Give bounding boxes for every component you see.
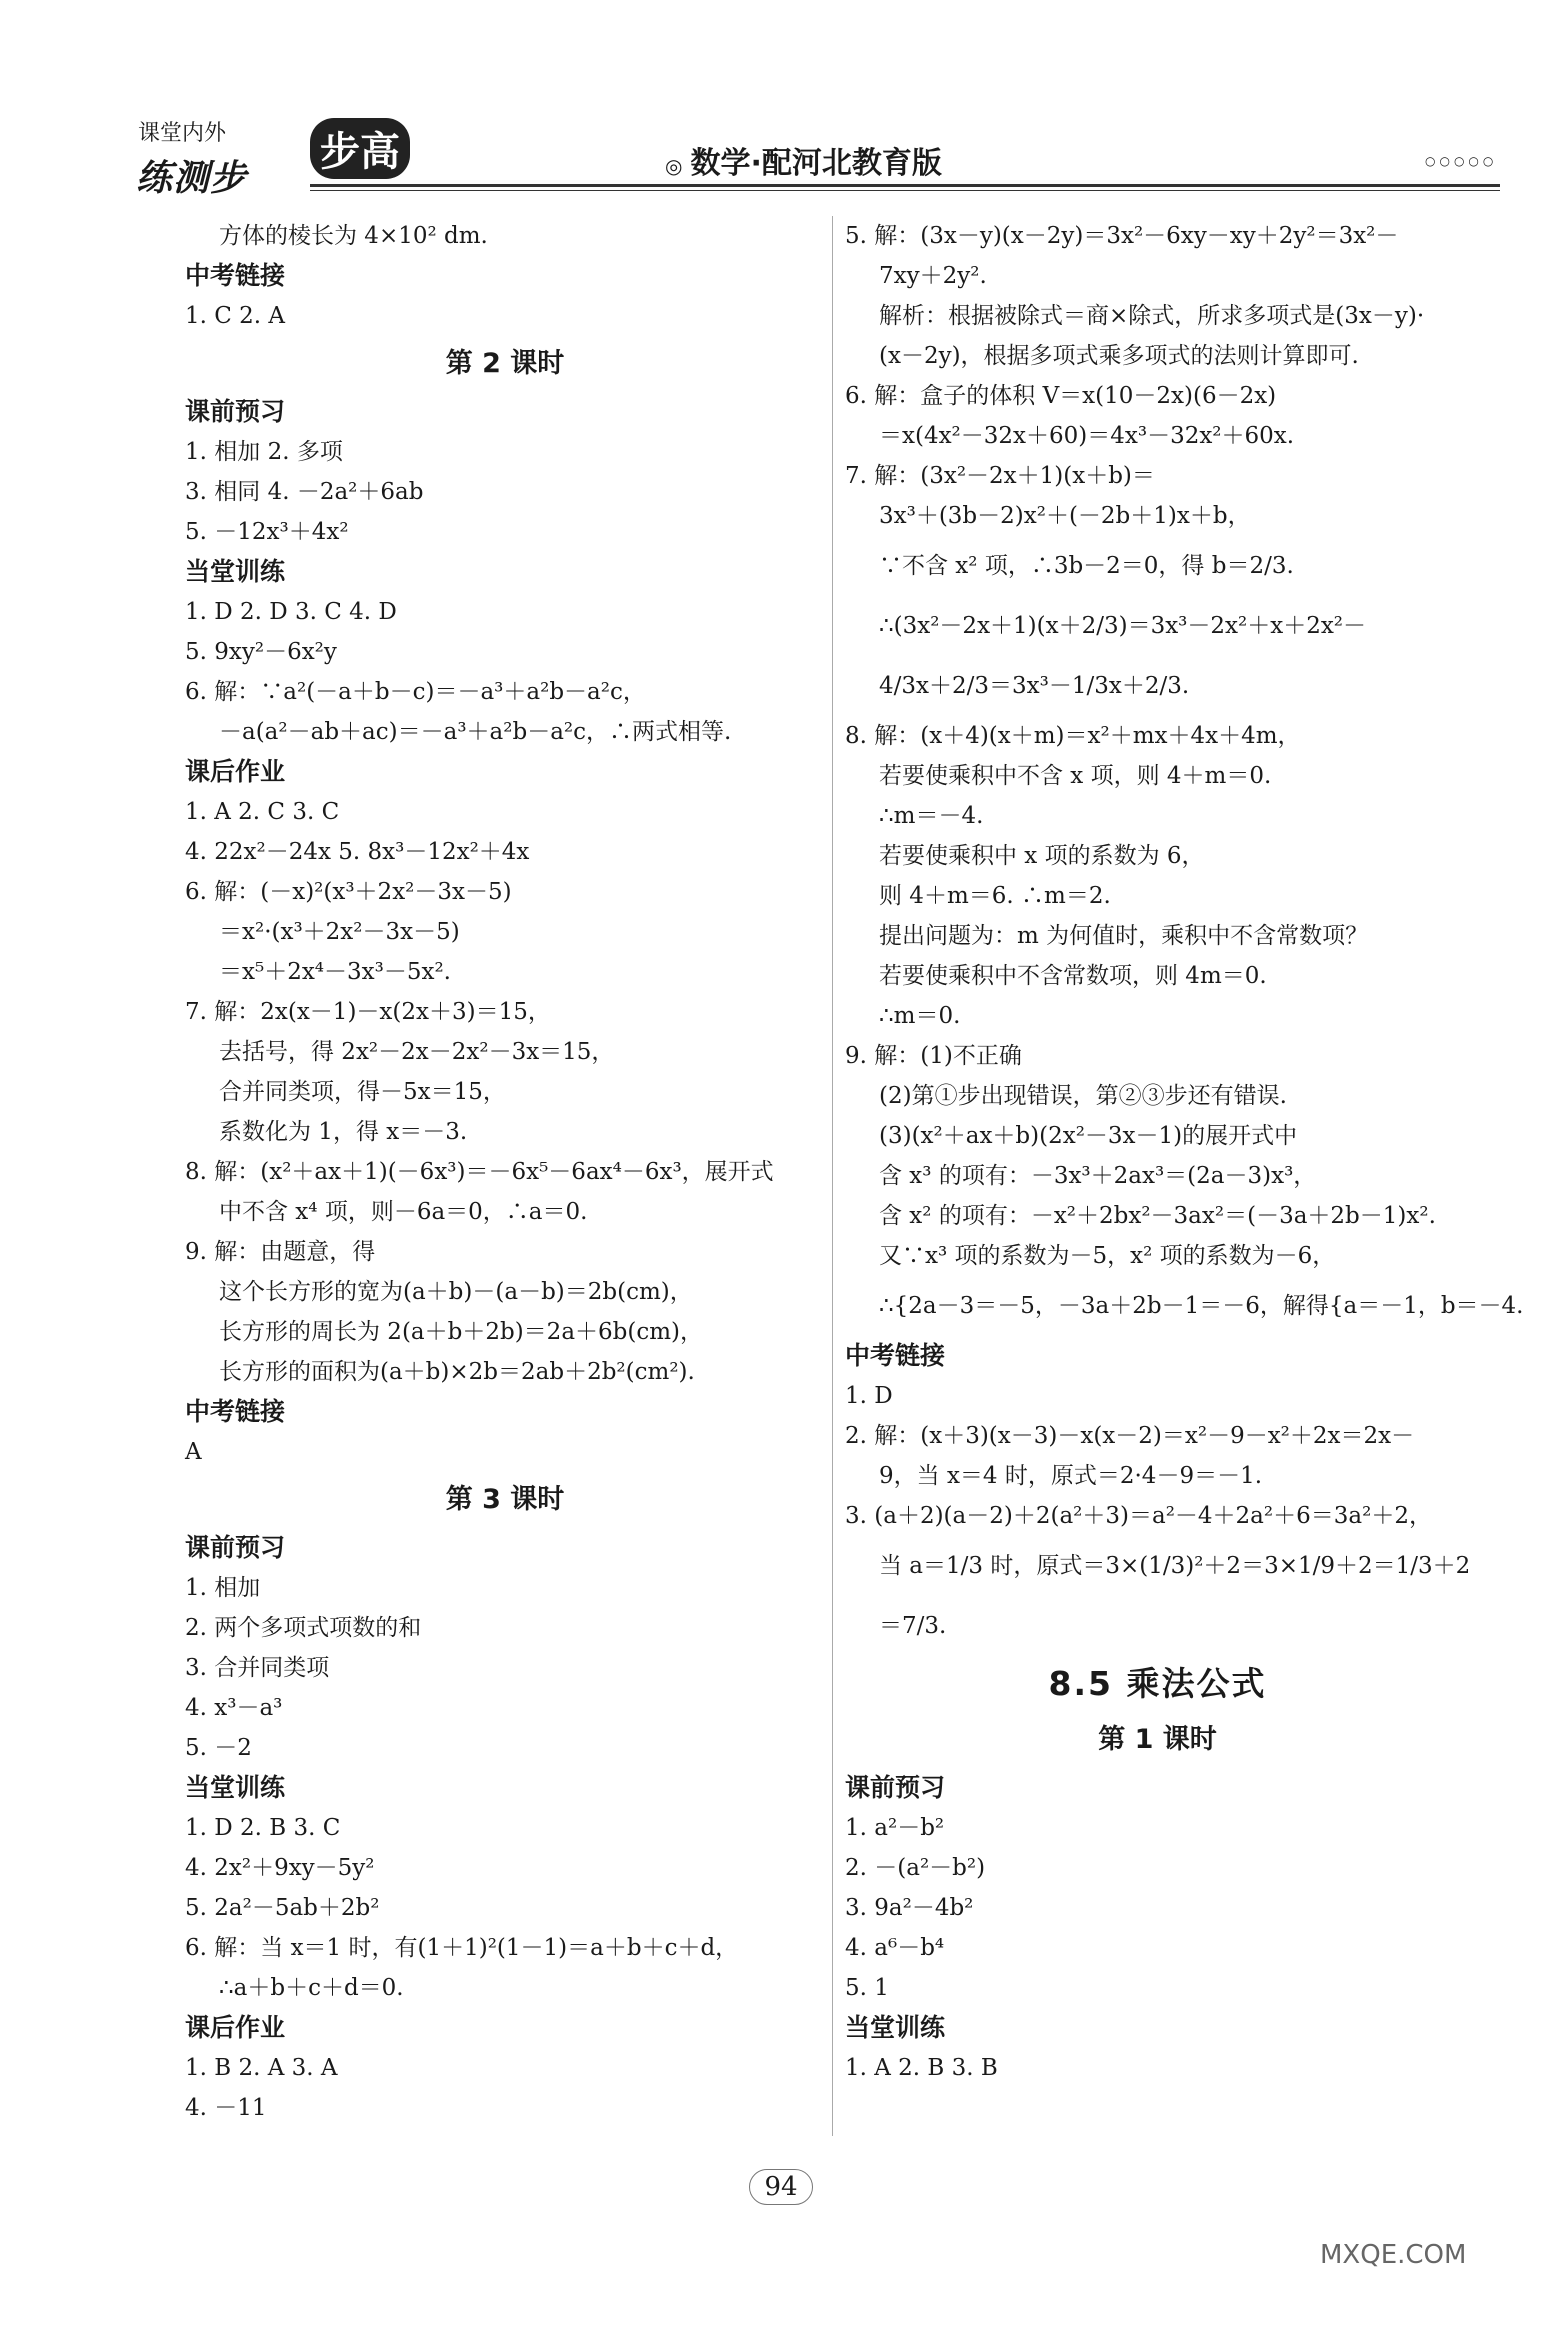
- text-line: 若要使乘积中不含 x 项，则 4＋m＝0.: [879, 763, 1272, 789]
- lesson-heading: 第 1 课时: [1098, 1724, 1217, 1755]
- text-line: 6. 解：(－x)²(x³＋2x²－3x－5): [185, 879, 512, 905]
- text-line: 4/3x＋2/3＝3x³－1/3x＋2/3.: [879, 673, 1190, 699]
- text-line: 1. D: [845, 1383, 893, 1409]
- text-line: 1. 相加 2. 多项: [185, 439, 343, 465]
- page-number: 94: [749, 2169, 812, 2205]
- text-line: 5. 解：(3x－y)(x－2y)＝3x²－6xy－xy＋2y²＝3x²－: [845, 223, 1399, 249]
- chapter-heading: 8.5 乘法公式: [1048, 1664, 1267, 1703]
- circle-mark-icon: ◎: [665, 154, 683, 178]
- section-heading: 课前预习: [185, 1533, 286, 1562]
- text-line: ∴{2a－3＝－5，－3a＋2b－1＝－6，解得{a＝－1，b＝－4.: [879, 1293, 1524, 1319]
- section-heading: 课后作业: [185, 2013, 286, 2042]
- text-line: ＝x⁵＋2x⁴－3x³－5x².: [219, 959, 451, 985]
- text-line: 7. 解：(3x²－2x＋1)(x＋b)＝: [845, 463, 1155, 489]
- text-line: 6. 解：当 x＝1 时，有(1＋1)²(1－1)＝a＋b＋c＋d，: [185, 1935, 739, 1961]
- text-line: A: [185, 1439, 202, 1465]
- section-heading: 课前预习: [845, 1773, 946, 1802]
- left-column: [185, 216, 825, 2128]
- text-line: 解析：根据被除式＝商×除式，所求多项式是(3x－y)·: [879, 303, 1425, 329]
- text-line: 又∵x³ 项的系数为－5，x² 项的系数为－6，: [879, 1243, 1336, 1269]
- watermark: MXQE.COM: [1320, 2240, 1467, 2270]
- text-line: 提出问题为：m 为何值时，乘积中不含常数项？: [879, 923, 1369, 949]
- text-line: ＝7/3.: [879, 1613, 947, 1639]
- text-line: 9. 解：(1)不正确: [845, 1043, 1022, 1069]
- text-line: 去括号，得 2x²－2x－2x²－3x＝15，: [219, 1039, 615, 1065]
- text-line: ∴m＝0.: [879, 1003, 961, 1029]
- text-line: 合并同类项，得－5x＝15，: [219, 1079, 506, 1105]
- book-title-text: 数学·配河北教育版: [690, 146, 942, 181]
- text-line: 5. －12x³＋4x²: [185, 519, 349, 545]
- section-heading: 课前预习: [185, 397, 286, 426]
- right-column: [845, 216, 1524, 2088]
- lesson-heading: 第 3 课时: [445, 1484, 565, 1515]
- section-heading: 中考链接: [185, 1397, 286, 1426]
- text-line: 长方形的面积为(a＋b)×2b＝2ab＋2b²(cm²).: [219, 1359, 695, 1385]
- text-line: 5. －2: [185, 1735, 252, 1761]
- text-line: 6. 解：∵a²(－a＋b－c)＝－a³＋a²b－a²c，: [185, 679, 646, 705]
- text-line: (3)(x²＋ax＋b)(2x²－3x－1)的展开式中: [879, 1123, 1298, 1149]
- text-line: 4. 22x²－24x 5. 8x³－12x²＋4x: [185, 839, 530, 865]
- text-line: ∵不含 x² 项，∴3b－2＝0，得 b＝2/3.: [879, 553, 1294, 579]
- section-heading: 中考链接: [185, 261, 286, 290]
- text-line: 4. a⁶－b⁴: [845, 1935, 945, 1961]
- text-line: 若要使乘积中 x 项的系数为 6，: [879, 843, 1205, 869]
- text-line: ＝x(4x²－32x＋60)＝4x³－32x²＋60x.: [879, 423, 1295, 449]
- text-line: 方体的棱长为 4×10² dm.: [219, 223, 488, 249]
- section-heading: 当堂训练: [185, 557, 286, 586]
- text-line: 5. 9xy²－6x²y: [185, 639, 337, 665]
- section-heading: 课后作业: [185, 757, 286, 786]
- column-divider: [832, 216, 833, 2136]
- text-line: 1. B 2. A 3. A: [185, 2055, 338, 2081]
- text-line: 含 x² 的项有：－x²＋2bx²－3ax²＝(－3a＋2b－1)x².: [879, 1203, 1436, 1229]
- text-line: －a(a²－ab＋ac)＝－a³＋a²b－a²c，∴两式相等.: [219, 719, 732, 745]
- text-line: 9. 解：由题意，得: [185, 1239, 376, 1265]
- text-line: 5. 1: [845, 1975, 889, 2001]
- text-line: ∴m＝－4.: [879, 803, 984, 829]
- text-line: 1. C 2. A: [185, 303, 286, 329]
- text-line: ∴(3x²－2x＋1)(x＋2/3)＝3x³－2x²＋x＋2x²－: [879, 613, 1367, 639]
- section-heading: 中考链接: [845, 1341, 946, 1370]
- text-line: ＝x²·(x³＋2x²－3x－5): [219, 919, 460, 945]
- text-line: 长方形的周长为 2(a＋b＋2b)＝2a＋6b(cm)，: [219, 1319, 704, 1345]
- text-line: 系数化为 1，得 x＝－3.: [219, 1119, 468, 1145]
- header-rule: [310, 184, 1500, 187]
- logo-badge: 步高: [310, 118, 410, 179]
- text-line: (2)第①步出现错误，第②③步还有错误.: [879, 1083, 1287, 1109]
- text-line: 3. (a＋2)(a－2)＋2(a²＋3)＝a²－4＋2a²＋6＝3a²＋2，: [845, 1503, 1432, 1529]
- text-line: ∴a＋b＋c＋d＝0.: [219, 1975, 404, 2001]
- text-line: 1. a²－b²: [845, 1815, 945, 1841]
- text-line: 则 4＋m＝6. ∴m＝2.: [879, 883, 1111, 909]
- text-line: 3. 9a²－4b²: [845, 1895, 974, 1921]
- page-footer: [0, 2172, 1562, 2202]
- text-line: (x－2y)，根据多项式乘多项式的法则计算即可.: [879, 343, 1359, 369]
- text-line: 4. x³－a³: [185, 1695, 283, 1721]
- text-line: 2. 解：(x＋3)(x－3)－x(x－2)＝x²－9－x²＋2x＝2x－: [845, 1423, 1415, 1449]
- logo-subtitle: 课堂内外: [138, 121, 227, 146]
- text-line: 4. 2x²＋9xy－5y²: [185, 1855, 375, 1881]
- text-line: 2. 两个多项式项数的和: [185, 1615, 422, 1641]
- header-rule-thin: [310, 190, 1500, 191]
- text-line: 中不含 x⁴ 项，则－6a＝0，∴a＝0.: [219, 1199, 588, 1225]
- text-line: 8. 解：(x²＋ax＋1)(－6x³)＝－6x⁵－6ax⁴－6x³，展开式: [185, 1159, 774, 1185]
- text-line: 这个长方形的宽为(a＋b)－(a－b)＝2b(cm)，: [219, 1279, 693, 1305]
- text-line: 3. 合并同类项: [185, 1655, 330, 1681]
- text-line: 当 a＝1/3 时，原式＝3×(1/3)²＋2＝3×1/9＋2＝1/3＋2: [879, 1553, 1471, 1579]
- text-line: 9，当 x＝4 时，原式＝2·4－9＝－1.: [879, 1463, 1263, 1489]
- text-line: 1. A 2. C 3. C: [185, 799, 340, 825]
- page-header: [130, 112, 1500, 207]
- decorative-dots-icon: ○○○○○: [1425, 154, 1498, 168]
- text-line: 4. －11: [185, 2095, 267, 2121]
- text-line: 1. A 2. B 3. B: [845, 2055, 998, 2081]
- section-heading: 当堂训练: [845, 2013, 946, 2042]
- text-line: 3. 相同 4. －2a²＋6ab: [185, 479, 424, 505]
- text-line: 1. 相加: [185, 1575, 261, 1601]
- text-line: 1. D 2. B 3. C: [185, 1815, 341, 1841]
- lesson-heading: 第 2 课时: [445, 348, 565, 379]
- book-title: [665, 138, 942, 182]
- text-line: 含 x³ 的项有：－3x³＋2ax³＝(2a－3)x³，: [879, 1163, 1317, 1189]
- text-line: 5. 2a²－5ab＋2b²: [185, 1895, 380, 1921]
- text-line: 7. 解：2x(x－1)－x(2x＋3)＝15，: [185, 999, 551, 1025]
- text-line: 8. 解：(x＋4)(x＋m)＝x²＋mx＋4x＋4m，: [845, 723, 1301, 749]
- text-line: 1. D 2. D 3. C 4. D: [185, 599, 397, 625]
- text-line: 若要使乘积中不含常数项，则 4m＝0.: [879, 963, 1267, 989]
- section-heading: 当堂训练: [185, 1773, 286, 1802]
- text-line: 7xy＋2y².: [879, 263, 987, 289]
- text-line: 6. 解：盒子的体积 V＝x(10－2x)(6－2x): [845, 383, 1277, 409]
- text-line: 2. －(a²－b²): [845, 1855, 986, 1881]
- text-line: 3x³＋(3b－2)x²＋(－2b＋1)x＋b，: [879, 503, 1251, 529]
- logo-title: 练测步: [136, 158, 248, 199]
